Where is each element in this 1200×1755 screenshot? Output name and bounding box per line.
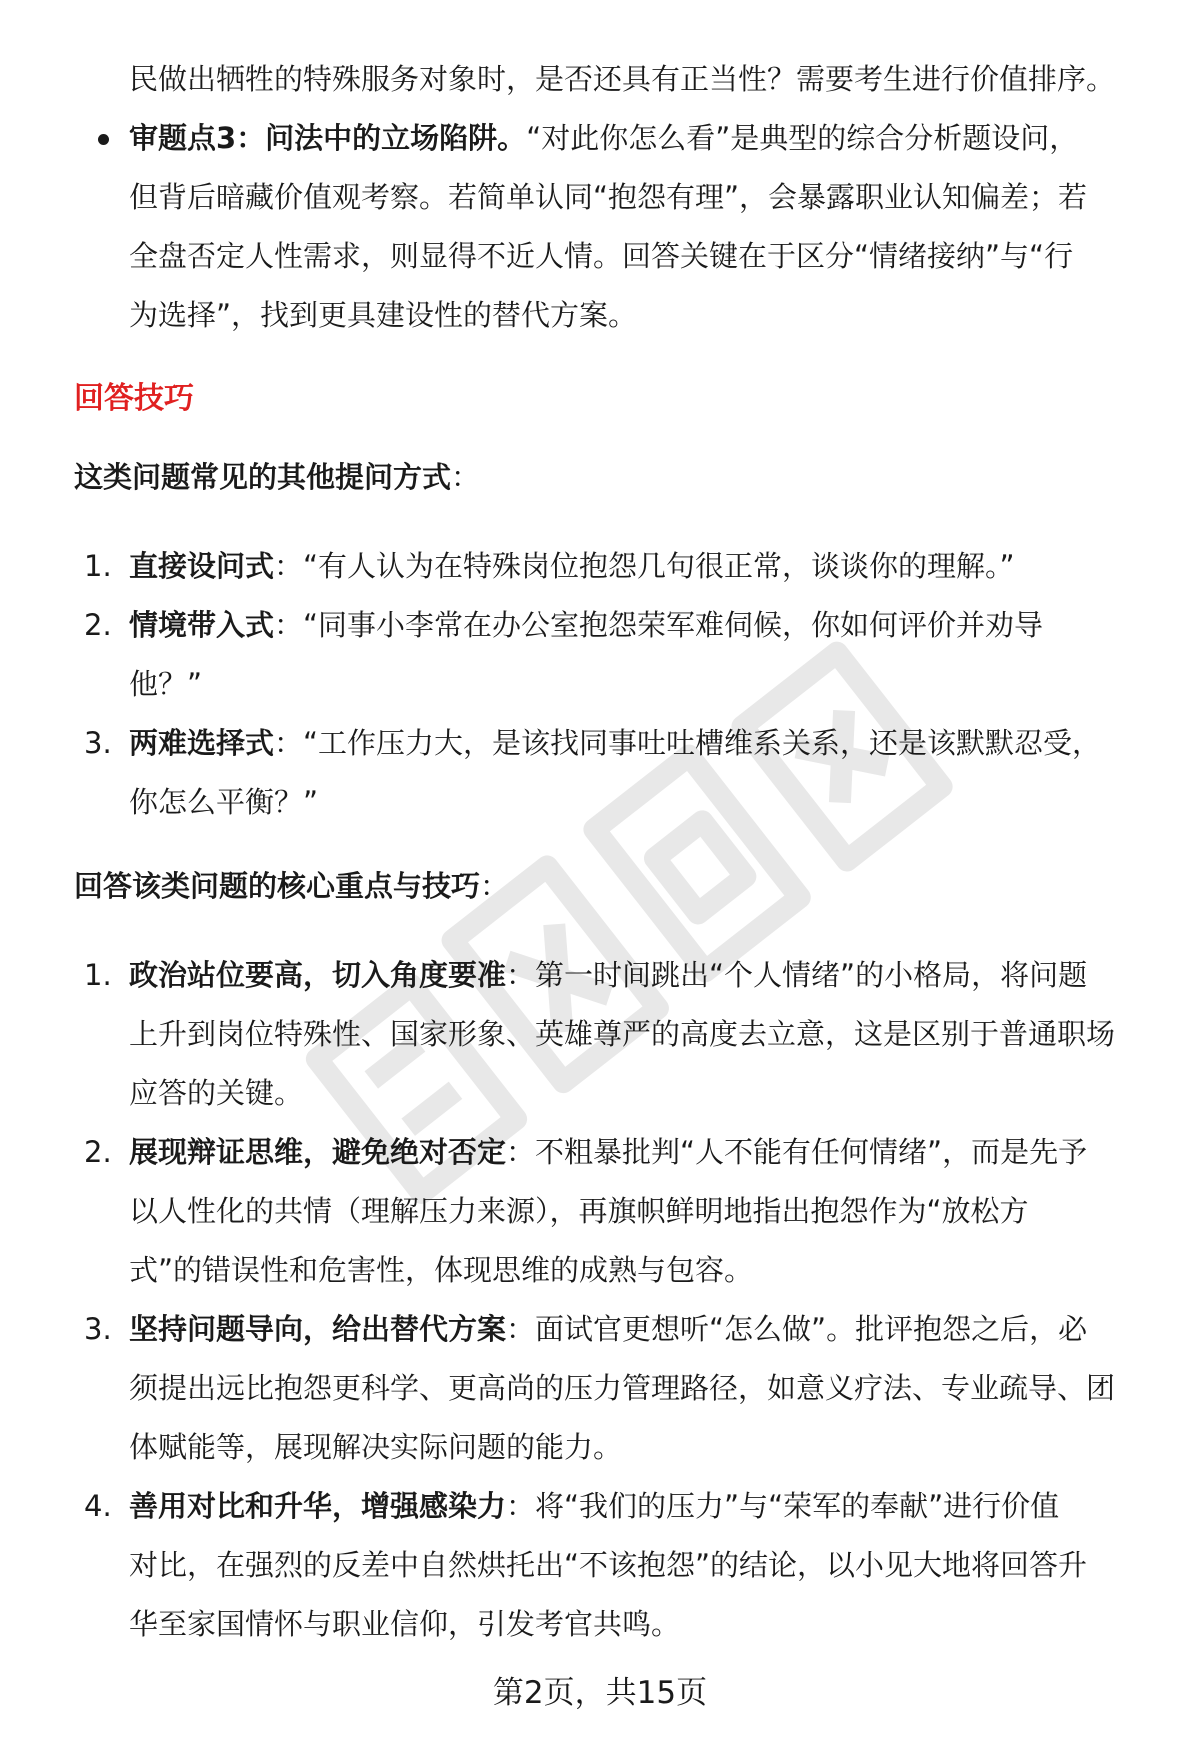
list-item: 1. 政治站位要高，切入角度要准：第一时间跳出“个人情绪”的小格局，将问题 上升到岗位特殊性、国家形象、英雄尊严的高度去立意，这是区别于普通职场 应答的关键。 bbox=[84, 958, 1116, 1110]
bullet-text-line: “对此你怎么看”是典型的综合分析题设问， bbox=[526, 121, 1079, 155]
list-item: 2. 展现辩证思维，避免绝对否定：不粗暴批判“人不能有任何情绪”，而是先予 以人性化的共情（理解压力来源），再旗帜鲜明地指出抱怨作为“放松方 式”的错误性和危害性，体现思维的成熟与包容。 bbox=[84, 1135, 1088, 1287]
question-types-list bbox=[74, 537, 1144, 832]
list-item: 4. 善用对比和升华，增强感染力：将“我们的压力”与“荣军的奉献”进行价值 对比，在强烈的反差中自然烘托出“不该抱怨”的结论，以小见大地将回答升 华至家国情怀与职业信仰，引发考官共鸣。 bbox=[84, 1489, 1088, 1641]
bullet-bold-label: 审题点3：问法中的立场陷阱。 bbox=[129, 121, 527, 155]
subheading-core-tips: 回答该类问题的核心重点与技巧： bbox=[74, 869, 510, 903]
continuation-text: 民做出牺牲的特殊服务对象时，是否还具有正当性？需要考生进行价值排序。 bbox=[129, 62, 1116, 96]
bullet-text-line: 全盘否定人性需求，则显得不近人情。回答关键在于区分“情绪接纳”与“行 bbox=[129, 239, 1074, 273]
core-tips-list bbox=[74, 946, 1144, 1654]
bullet-text-line: 为选择”，找到更具建设性的替代方案。 bbox=[129, 298, 638, 332]
list-item: 2. 情境带入式：“同事小李常在办公室抱怨荣军难伺候，你如何评价并劝导 他？” bbox=[84, 608, 1044, 701]
bullet-item-review-point-3 bbox=[74, 109, 1144, 345]
bullet-dot-icon bbox=[98, 134, 109, 145]
section-title: 回答技巧 bbox=[74, 381, 194, 416]
bullet-text-line: 但背后暗藏价值观考察。若简单认同“抱怨有理”，会暴露职业认知偏差；若 bbox=[129, 180, 1088, 214]
subheading-question-types: 这类问题常见的其他提问方式： bbox=[74, 460, 481, 494]
list-item: 3. 两难选择式：“工作压力大，是该找同事吐吐槽维系关系，还是该默默忍受， 你怎么平衡？” bbox=[84, 726, 1102, 819]
page-number-footer: 第2页，共15页 bbox=[492, 1675, 708, 1711]
list-item: 1. 直接设问式：“有人认为在特殊岗位抱怨几句很正常，谈谈你的理解。” bbox=[84, 549, 1015, 583]
list-item: 3. 坚持问题导向，给出替代方案：面试官更想听“怎么做”。批评抱怨之后，必 须提出远比抱怨更科学、更高尚的压力管理路径，如意义疗法、专业疏导、团 体赋能等，展现解决实际问题的能力。 bbox=[84, 1312, 1116, 1464]
document-body bbox=[74, 50, 1144, 1654]
